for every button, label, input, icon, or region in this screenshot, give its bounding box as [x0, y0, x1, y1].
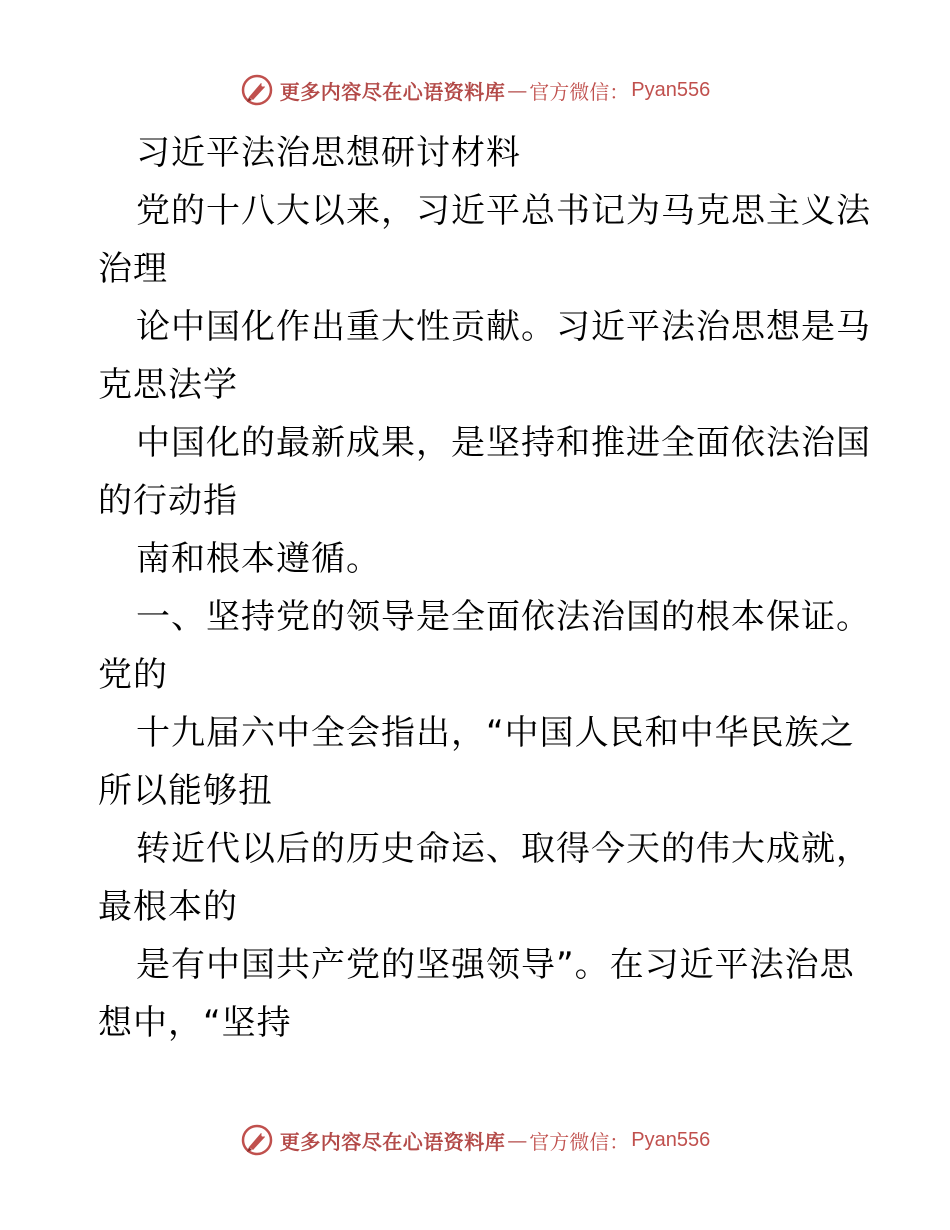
text-line: 中国化的最新成果，是坚持和推进全面依法治国	[136, 423, 871, 463]
document-title: 习近平法治思想研讨材料	[136, 133, 521, 173]
text-line: 南和根本遵循。	[136, 539, 381, 579]
text-line: 的行动指	[98, 481, 238, 521]
banner-wechat-label: 官方微信：	[529, 79, 630, 104]
banner-wechat-label: 官方微信：	[529, 1129, 630, 1154]
text-line: 克思法学	[98, 365, 238, 405]
text-line: 所以能够扭	[98, 771, 273, 811]
text-line: 党的	[98, 655, 168, 695]
text-line: 转近代以后的历史命运、取得今天的伟大成就，	[136, 829, 871, 869]
text-line: 十九届六中全会指出，“中国人民和中华民族之	[136, 713, 855, 753]
section-heading-line: 一、坚持党的领导是全面依法治国的根本保证。	[136, 597, 871, 637]
pen-logo-icon	[240, 1123, 274, 1157]
text-line: 党的十八大以来，习近平总书记为马克思主义法	[136, 191, 871, 231]
banner-wechat-id: Pyan556	[631, 78, 711, 101]
banner-separator: —	[507, 78, 528, 102]
text-line: 想中，“坚持	[98, 1003, 292, 1043]
pen-logo-icon	[240, 73, 274, 107]
text-line: 治理	[98, 249, 168, 289]
banner-wechat-id: Pyan556	[631, 1128, 711, 1151]
text-line: 最根本的	[98, 887, 238, 927]
text-line: 论中国化作出重大性贡献。习近平法治思想是马	[136, 307, 871, 347]
banner-text: 更多内容尽在心语资料库	[279, 79, 506, 104]
banner-text: 更多内容尽在心语资料库	[279, 1129, 506, 1154]
document-body	[98, 124, 871, 1052]
banner-separator: —	[507, 1128, 528, 1152]
header-banner	[0, 70, 950, 110]
text-line: 是有中国共产党的坚强领导”。在习近平法治思	[136, 945, 855, 985]
footer-banner	[0, 1120, 950, 1160]
